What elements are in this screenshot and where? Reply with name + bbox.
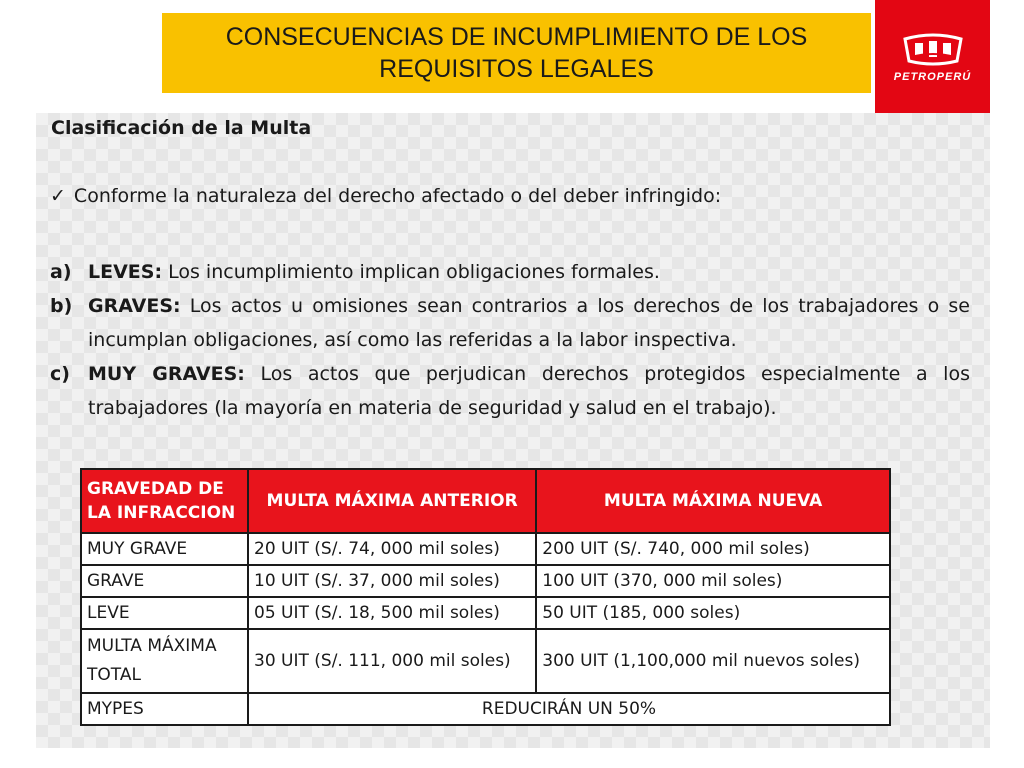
table-cell: MULTA MÁXIMA TOTAL	[81, 629, 248, 693]
list-item-term: LEVES:	[88, 261, 163, 283]
table-cell: 05 UIT (S/. 18, 500 mil soles)	[248, 597, 536, 629]
petroperu-emblem-icon	[901, 33, 965, 67]
table-header-row	[81, 469, 890, 533]
header-previous-max-fine: MULTA MÁXIMA ANTERIOR	[248, 469, 536, 533]
table-row	[81, 597, 890, 629]
list-item-text: Los actos que perjudican derechos protegidos especialmente a los trabajadores (la mayoría en materia de seguridad y salud en el trabajo).	[88, 363, 970, 419]
table-cell: LEVE	[81, 597, 248, 629]
table-cell: 20 UIT (S/. 74, 000 mil soles)	[248, 533, 536, 565]
logo-wordmark: PETROPERÚ	[893, 70, 972, 83]
table-cell: 100 UIT (370, 000 mil soles)	[536, 565, 890, 597]
list-item-term: MUY GRAVES:	[88, 363, 245, 385]
criteria-text: Conforme la naturaleza del derecho afectado o del deber infringido:	[73, 185, 722, 207]
table-cell: MUY GRAVE	[81, 533, 248, 565]
table-cell: 300 UIT (1,100,000 mil nuevos soles)	[536, 629, 890, 693]
list-item-text: Los actos u omisiones sean contrarios a los derechos de los trabajadores o se incumplan obligaciones, así como las referidas a la labor inspectiva.	[88, 295, 970, 351]
table-row	[81, 533, 890, 565]
list-item-term: GRAVES:	[88, 295, 181, 317]
fines-table	[80, 468, 891, 726]
table-row	[81, 565, 890, 597]
slide-title: CONSECUENCIAS DE INCUMPLIMIENTO DE LOS REQUISITOS LEGALES	[225, 23, 808, 83]
table-cell: GRAVE	[81, 565, 248, 597]
table-cell-merged: REDUCIRÁN UN 50%	[248, 693, 890, 725]
table-cell: MYPES	[81, 693, 248, 725]
list-item-text: Los incumplimiento implican obligaciones formales.	[168, 261, 660, 283]
list-item	[50, 255, 970, 289]
table-cell: 30 UIT (S/. 111, 000 mil soles)	[248, 629, 536, 693]
list-item	[50, 357, 970, 425]
list-item-letter: b)	[50, 295, 73, 317]
list-item-letter: a)	[50, 261, 72, 283]
classification-list	[50, 255, 970, 425]
header-severity: GRAVEDAD DE LA INFRACCION	[81, 469, 248, 533]
list-item	[50, 289, 970, 357]
list-item-body	[88, 357, 970, 425]
petroperu-logo	[875, 0, 990, 115]
criteria-line	[50, 185, 721, 207]
content-panel	[36, 113, 990, 748]
checkmark-icon: ✓	[50, 185, 66, 207]
header-new-max-fine: MULTA MÁXIMA NUEVA	[536, 469, 890, 533]
list-item-letter: c)	[50, 363, 70, 385]
list-item-body	[88, 255, 970, 289]
table-cell: 200 UIT (S/. 740, 000 mil soles)	[536, 533, 890, 565]
list-item-body	[88, 289, 970, 357]
slide-title-banner	[162, 13, 871, 93]
table-row	[81, 629, 890, 693]
section-heading: Clasificación de la Multa	[51, 117, 312, 139]
table-cell: 10 UIT (S/. 37, 000 mil soles)	[248, 565, 536, 597]
table-cell: 50 UIT (185, 000 soles)	[536, 597, 890, 629]
table-row	[81, 693, 890, 725]
